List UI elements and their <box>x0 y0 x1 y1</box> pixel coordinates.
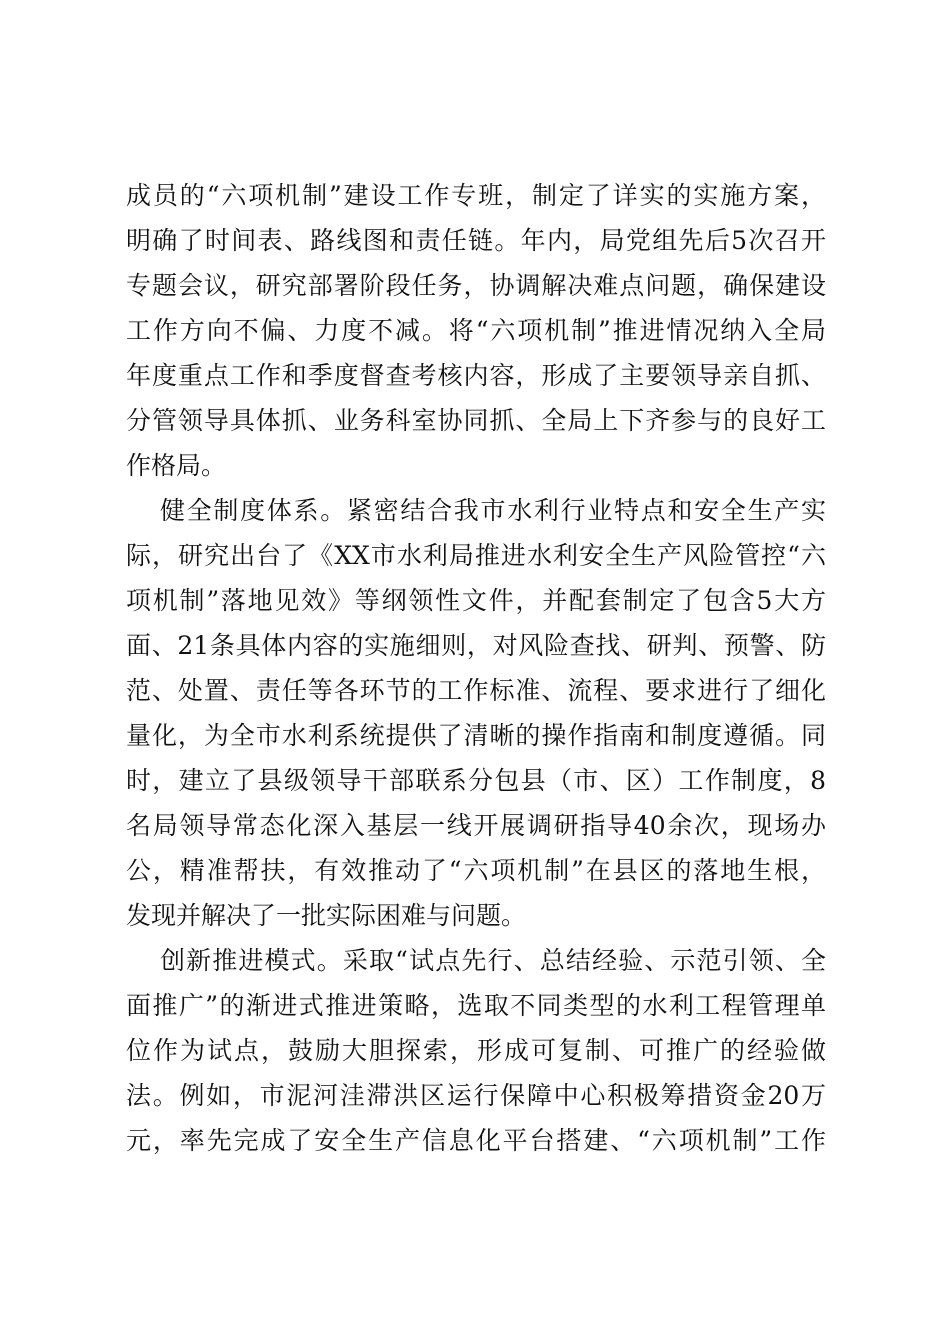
paragraph-1-line-4: 工作方向不偏、力度不减。将“六项机制”推进情况纳入全局 <box>126 316 826 345</box>
paragraph-2-line-4: 面、21条具体内容的实施细则，对风险查找、研判、预警、防 <box>126 631 826 660</box>
paragraph-3-line-1: 创新推进模式。采取“试点先行、总结经验、示范引领、全 <box>160 946 826 975</box>
paragraph-3-line-4: 法。例如，市泥河洼滞洪区运行保障中心积极筹措资金20万 <box>126 1081 826 1110</box>
paragraph-2-line-5: 范、处置、责任等各环节的工作标准、流程、要求进行了细化 <box>126 676 826 705</box>
paragraph-2-line-1: 健全制度体系。紧密结合我市水利行业特点和安全生产实 <box>160 496 826 525</box>
paragraph-2-line-9: 公，精准帮扶，有效推动了“六项机制”在县区的落地生根， <box>126 856 826 885</box>
paragraph-2-line-10: 发现并解决了一批实际困难与问题。 <box>126 901 527 930</box>
paragraph-3-line-3: 位作为试点，鼓励大胆探索，形成可复制、可推广的经验做 <box>126 1036 826 1065</box>
paragraph-1-line-6: 分管领导具体抓、业务科室协同抓、全局上下齐参与的良好工 <box>126 406 826 435</box>
paragraph-2-line-3: 项机制”落地见效》等纲领性文件，并配套制定了包含5大方 <box>126 586 826 615</box>
paragraph-1-line-7: 作格局。 <box>126 451 227 480</box>
paragraph-2-line-2: 际，研究出台了《XX市水利局推进水利安全生产风险管控“六 <box>126 541 826 570</box>
paragraph-2-line-8: 名局领导常态化深入基层一线开展调研指导40余次，现场办 <box>126 811 826 840</box>
paragraph-1-line-2: 明确了时间表、路线图和责任链。年内，局党组先后5次召开 <box>126 226 826 255</box>
paragraph-1-line-1: 成员的“六项机制”建设工作专班，制定了详实的实施方案， <box>126 181 826 210</box>
paragraph-2-line-7: 时，建立了县级领导干部联系分包县（市、区）工作制度，8 <box>126 766 826 795</box>
paragraph-1-line-5: 年度重点工作和季度督查考核内容，形成了主要领导亲自抓、 <box>126 361 826 390</box>
paragraph-2-line-6: 量化，为全市水利系统提供了清晰的操作指南和制度遵循。同 <box>126 721 826 750</box>
paragraph-3-line-2: 面推广”的渐进式推进策略，选取不同类型的水利工程管理单 <box>126 991 826 1020</box>
paragraph-3-line-5: 元，率先完成了安全生产信息化平台搭建、“六项机制”工作 <box>126 1126 826 1155</box>
paragraph-1-line-3: 专题会议，研究部署阶段任务，协调解决难点问题，确保建设 <box>126 271 826 300</box>
